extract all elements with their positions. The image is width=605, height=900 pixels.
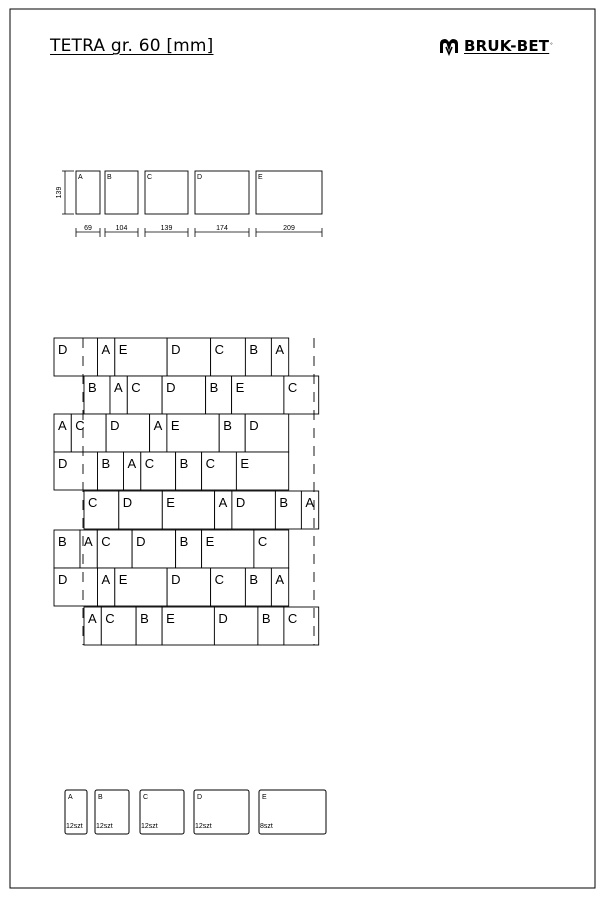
- pattern-block-label: C: [101, 534, 111, 549]
- pattern-block-label: E: [235, 380, 245, 395]
- page-title: TETRA gr. 60 [mm]: [50, 36, 214, 56]
- pattern-block-label: A: [275, 342, 285, 357]
- pattern-block-label: D: [249, 418, 259, 433]
- width-dimension-label: 139: [160, 225, 173, 232]
- block-d: [195, 171, 249, 214]
- pattern-block-label: D: [58, 572, 68, 587]
- package-quantity: 12szt: [66, 823, 83, 830]
- pattern-block-label: A: [127, 456, 137, 471]
- pattern-block-label: D: [235, 495, 246, 510]
- pattern-block-label: C: [287, 380, 298, 395]
- brand-logo: [438, 34, 570, 58]
- pattern-block-label: B: [249, 572, 259, 587]
- pattern-block-label: D: [166, 380, 176, 395]
- block-label: A: [78, 174, 83, 181]
- pattern-block-label: C: [287, 611, 298, 626]
- pattern-block-label: C: [131, 380, 141, 395]
- pattern-block-label: B: [179, 456, 189, 471]
- package-block-label: E: [262, 794, 267, 801]
- pattern-block-label: C: [214, 572, 224, 587]
- width-dimension-label: 104: [115, 225, 128, 232]
- pattern-block-label: A: [58, 418, 67, 433]
- block-e: [256, 171, 322, 214]
- pattern-block-label: E: [166, 495, 175, 510]
- pattern-block-label: D: [110, 418, 120, 433]
- block-label: E: [258, 174, 263, 181]
- pattern-block-label: E: [118, 342, 128, 357]
- pattern-block-label: C: [75, 418, 85, 433]
- pattern-block-label: A: [305, 495, 315, 510]
- laying-pattern: [54, 338, 319, 645]
- pattern-block-label: A: [153, 418, 163, 433]
- package-block-label: B: [98, 794, 103, 801]
- pattern-block-label: C: [257, 534, 268, 549]
- pattern-block-label: D: [171, 342, 181, 357]
- pattern-block-label: D: [218, 611, 228, 626]
- width-dimension-label: 174: [216, 225, 228, 232]
- package-quantity: 12szt: [195, 823, 212, 830]
- pattern-block-label: B: [223, 418, 232, 433]
- packaging-figure: [65, 790, 326, 834]
- pattern-block-label: C: [205, 456, 215, 471]
- brand-mark: °: [550, 43, 553, 49]
- pattern-block-label: E: [205, 534, 215, 549]
- pattern-block-label: B: [261, 611, 271, 626]
- pattern-block-label: D: [136, 534, 146, 549]
- pattern-block-label: A: [88, 611, 97, 626]
- pattern-block-label: B: [88, 380, 97, 395]
- pattern-block-label: A: [101, 572, 111, 587]
- pattern-block-label: C: [144, 456, 155, 471]
- pattern-block-label: B: [279, 495, 289, 510]
- pattern-block-label: D: [58, 456, 68, 471]
- package-quantity: 12szt: [141, 823, 158, 830]
- package-block-label: C: [143, 794, 149, 801]
- package-block-label: A: [68, 794, 73, 801]
- pattern-block-label: E: [166, 611, 175, 626]
- pattern-block-label: B: [140, 611, 149, 626]
- width-dimension-label: 69: [84, 225, 92, 232]
- pattern-block-label: B: [209, 380, 219, 395]
- pattern-block-label: A: [218, 495, 228, 510]
- brick-flame-logo-icon: [438, 36, 460, 56]
- block-label: D: [197, 174, 203, 181]
- brand-name: BRUK-BET: [464, 37, 550, 55]
- pattern-block-label: E: [170, 418, 180, 433]
- pattern-block-label: B: [249, 342, 259, 357]
- pattern-block-label: B: [58, 534, 67, 549]
- pattern-block-label: B: [101, 456, 111, 471]
- pattern-block-label: C: [105, 611, 115, 626]
- block-dimensions-figure: [56, 171, 322, 237]
- pattern-block-label: A: [101, 342, 111, 357]
- pattern-block-label: E: [118, 572, 128, 587]
- pattern-block-label: A: [275, 572, 285, 587]
- height-dimension-label: 139: [56, 186, 63, 199]
- pattern-block-label: D: [58, 342, 68, 357]
- pattern-block-label: D: [171, 572, 181, 587]
- pattern-block-label: A: [114, 380, 123, 395]
- width-dimension-label: 209: [283, 225, 295, 232]
- pattern-block-label: A: [84, 534, 93, 549]
- pattern-block-label: C: [88, 495, 98, 510]
- block-label: C: [147, 174, 153, 181]
- pattern-block-label: E: [240, 456, 250, 471]
- pattern-block-label: B: [179, 534, 189, 549]
- package-quantity: 12szt: [96, 823, 113, 830]
- pattern-block-label: C: [214, 342, 224, 357]
- package-quantity: 8szt: [260, 823, 273, 830]
- package-block-label: D: [197, 794, 203, 801]
- pattern-block-label: D: [122, 495, 133, 510]
- block-label: B: [107, 174, 112, 181]
